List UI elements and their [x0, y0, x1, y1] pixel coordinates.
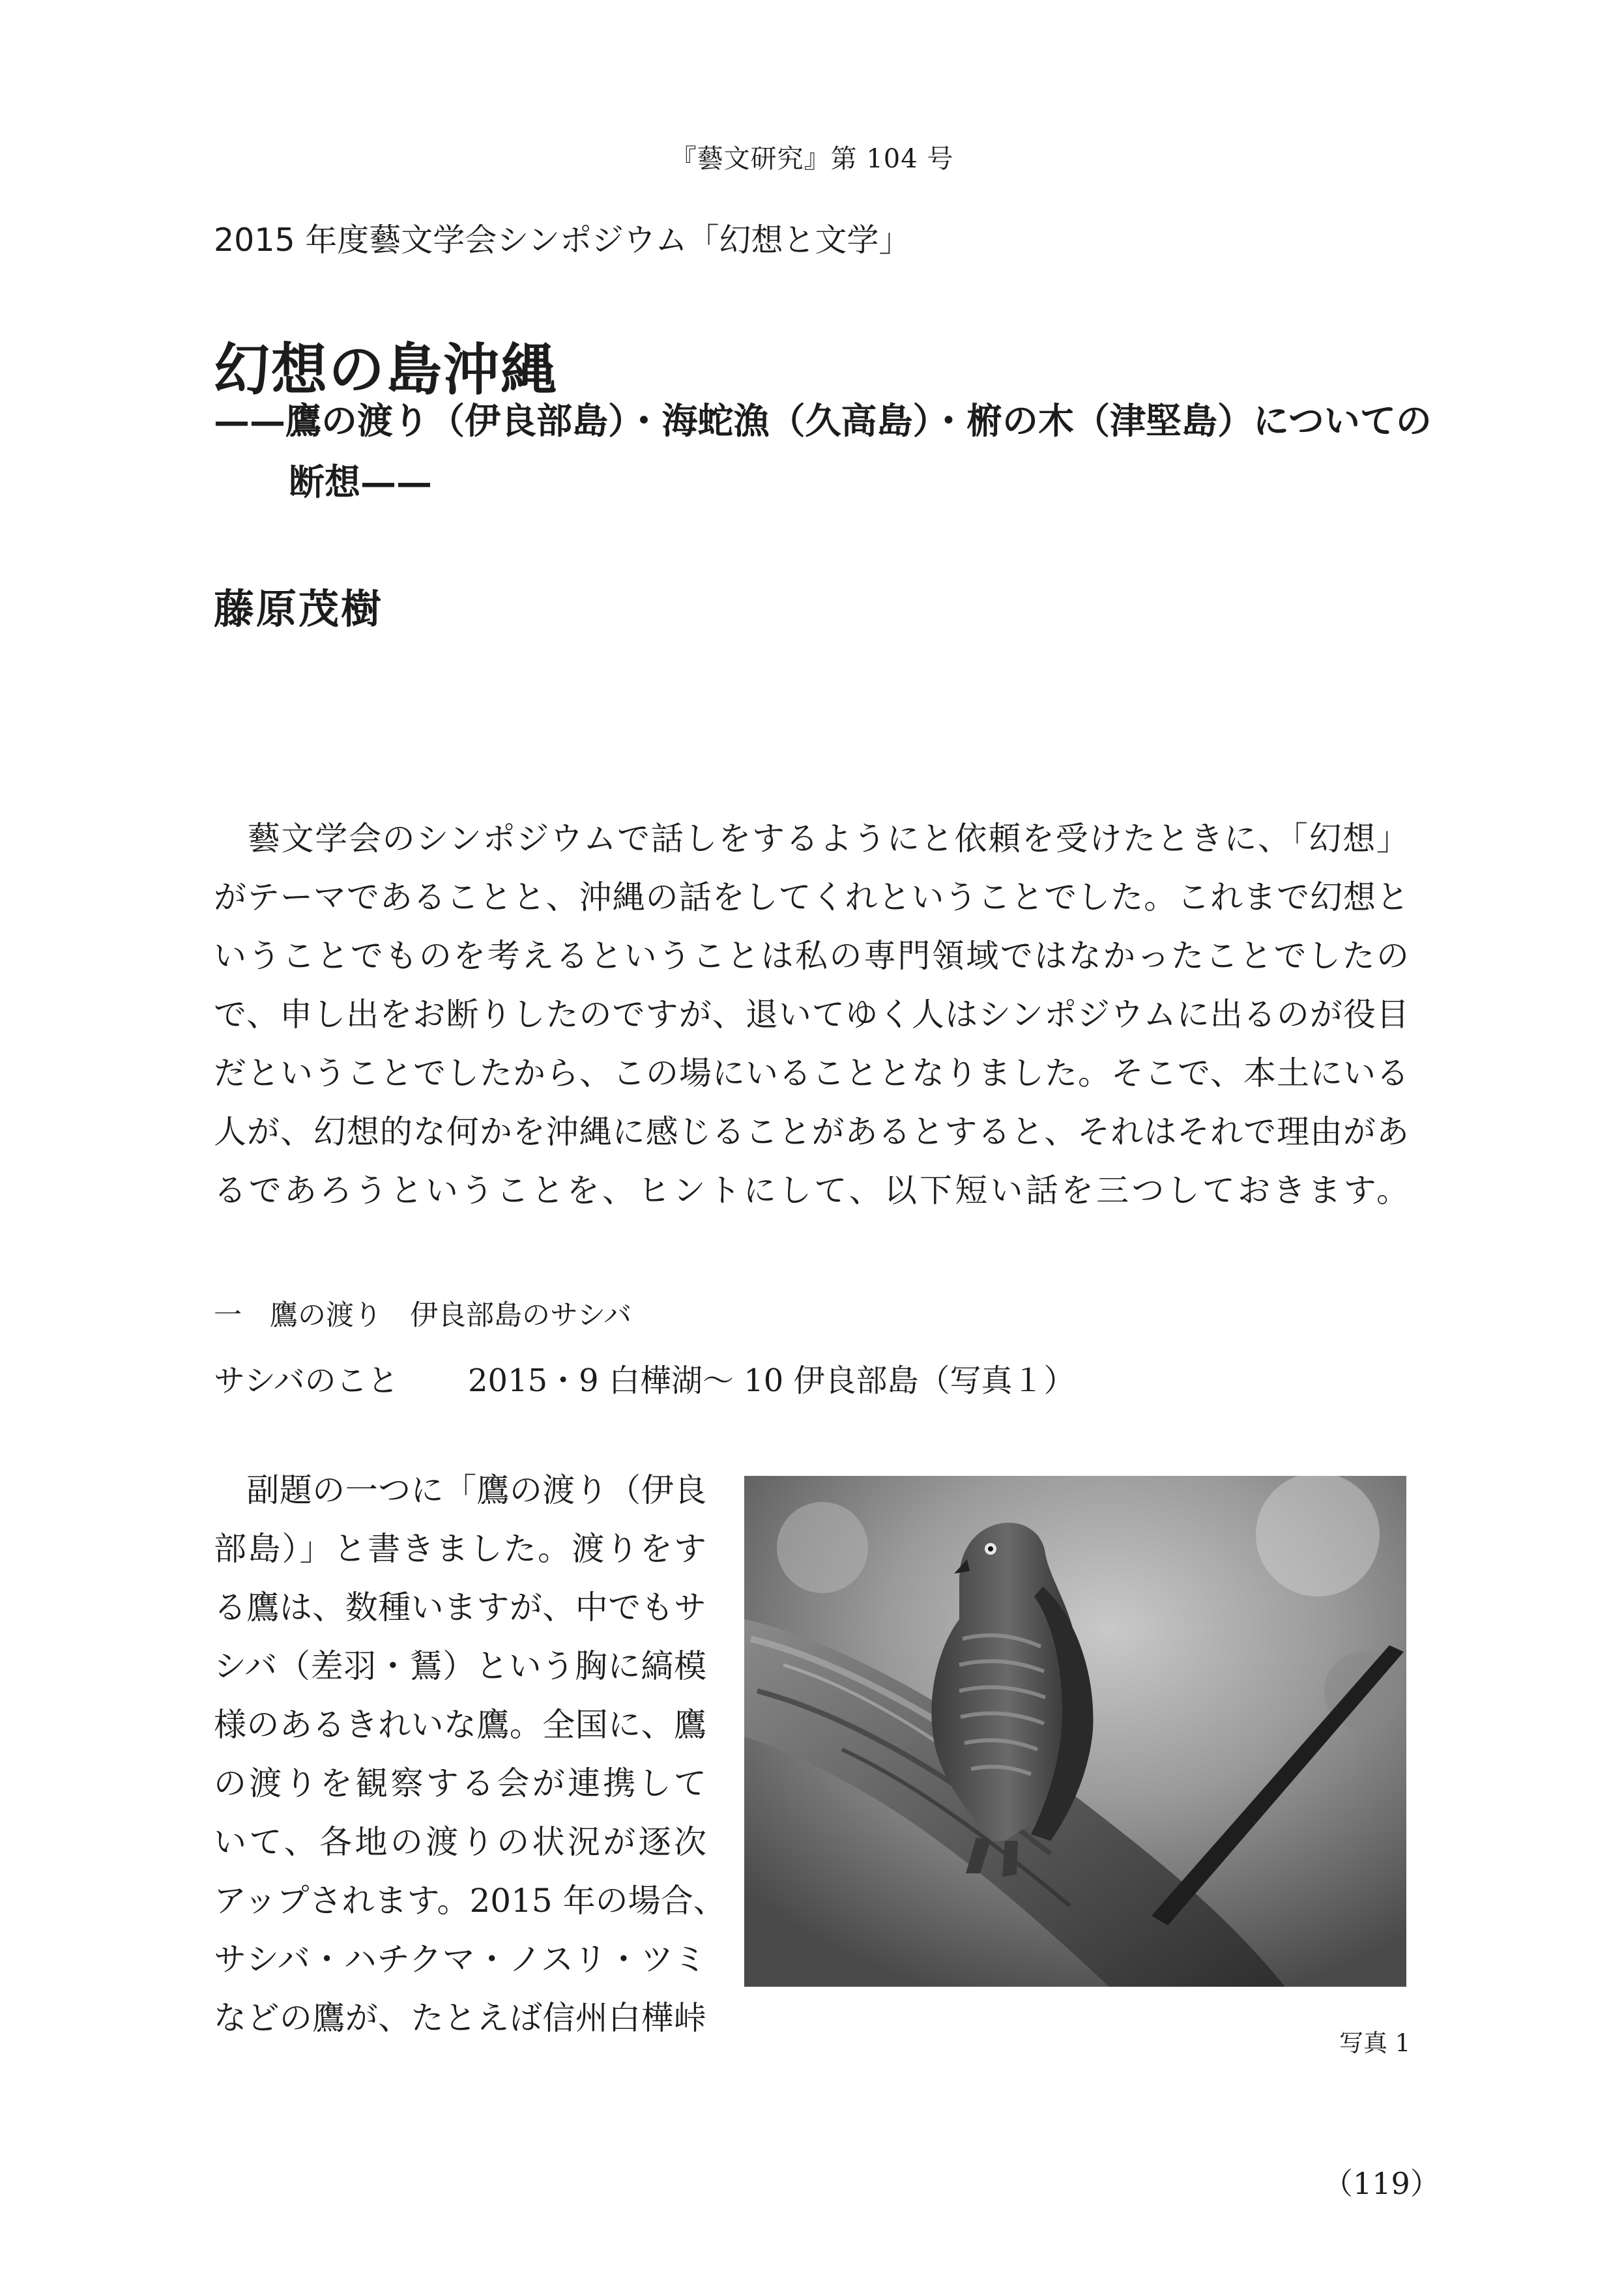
section-heading: 一 鷹の渡り 伊良部島のサシバ — [214, 1299, 632, 1332]
symposium-line: 2015 年度藝文学会シンポジウム「幻想と文学」 — [214, 222, 911, 259]
author-name: 藤原茂樹 — [214, 585, 384, 633]
section-subheading-detail: 2015・9 白樺湖～ 10 伊良部島（写真１） — [468, 1362, 1075, 1399]
intro-paragraph-line: いうことでものを考えるということは私の専門領域ではなかったことでしたの — [214, 937, 1409, 975]
article-subtitle-line-2: 断想—— — [289, 461, 433, 503]
intro-paragraph-line: 藝文学会のシンポジウムで話しをするようにと依頼を受けたときに、「幻想」 — [214, 820, 1409, 858]
intro-paragraph-line: 人が、幻想的な何かを沖縄に感じることがあるとすると、それはそれで理由があ — [214, 1113, 1409, 1151]
intro-paragraph-line: がテーマであることと、沖縄の話をしてくれということでした。これまで幻想と — [214, 878, 1409, 916]
section-paragraph-line: る鷹は、数種いますが、中でもサ — [214, 1589, 706, 1626]
section-paragraph-line: 副題の一つに「鷹の渡り（伊良 — [214, 1471, 706, 1509]
section-subheading-label: サシバのこと — [214, 1362, 399, 1399]
section-paragraph-line: 様のあるきれいな鷹。全国に、鷹 — [214, 1706, 706, 1744]
intro-paragraph-line: で、申し出をお断りしたのですが、退いてゆく人はシンポジウムに出るのが役目 — [214, 996, 1409, 1033]
photo-caption: 写真 1 — [1339, 2029, 1411, 2057]
journal-header: 『藝文研究』第 104 号 — [670, 144, 954, 174]
intro-paragraph-line: だということでしたから、この場にいることとなりました。そこで、本土にいる — [214, 1054, 1409, 1092]
section-paragraph-line: 部島）」と書きました。渡りをす — [214, 1530, 706, 1568]
article-subtitle-line-1: ——鷹の渡り（伊良部島）・海蛇漁（久高島）・椨の木（津堅島）についての — [214, 399, 1432, 442]
section-paragraph-line: シバ（差羽・鵟）という胸に縞模 — [214, 1647, 706, 1685]
article-title: 幻想の島沖縄 — [214, 337, 558, 403]
section-paragraph-line: サシバ・ハチクマ・ノスリ・ツミ — [214, 1940, 706, 1978]
section-subheading — [214, 1355, 1075, 1400]
section-paragraph-line: いて、各地の渡りの状況が逐次 — [214, 1823, 706, 1861]
intro-paragraph-line: るであろうということを、ヒントにして、以下短い話を三つしておきます。 — [214, 1172, 1409, 1209]
section-paragraph-line: の渡りを観察する会が連携して — [214, 1765, 706, 1802]
page-number: （119） — [1323, 2166, 1440, 2201]
hawk-photo — [744, 1476, 1406, 1987]
section-paragraph-line: アップされます。2015 年の場合、 — [214, 1882, 726, 1920]
section-paragraph-line: などの鷹が、たとえば信州白樺峠 — [214, 1999, 706, 2037]
